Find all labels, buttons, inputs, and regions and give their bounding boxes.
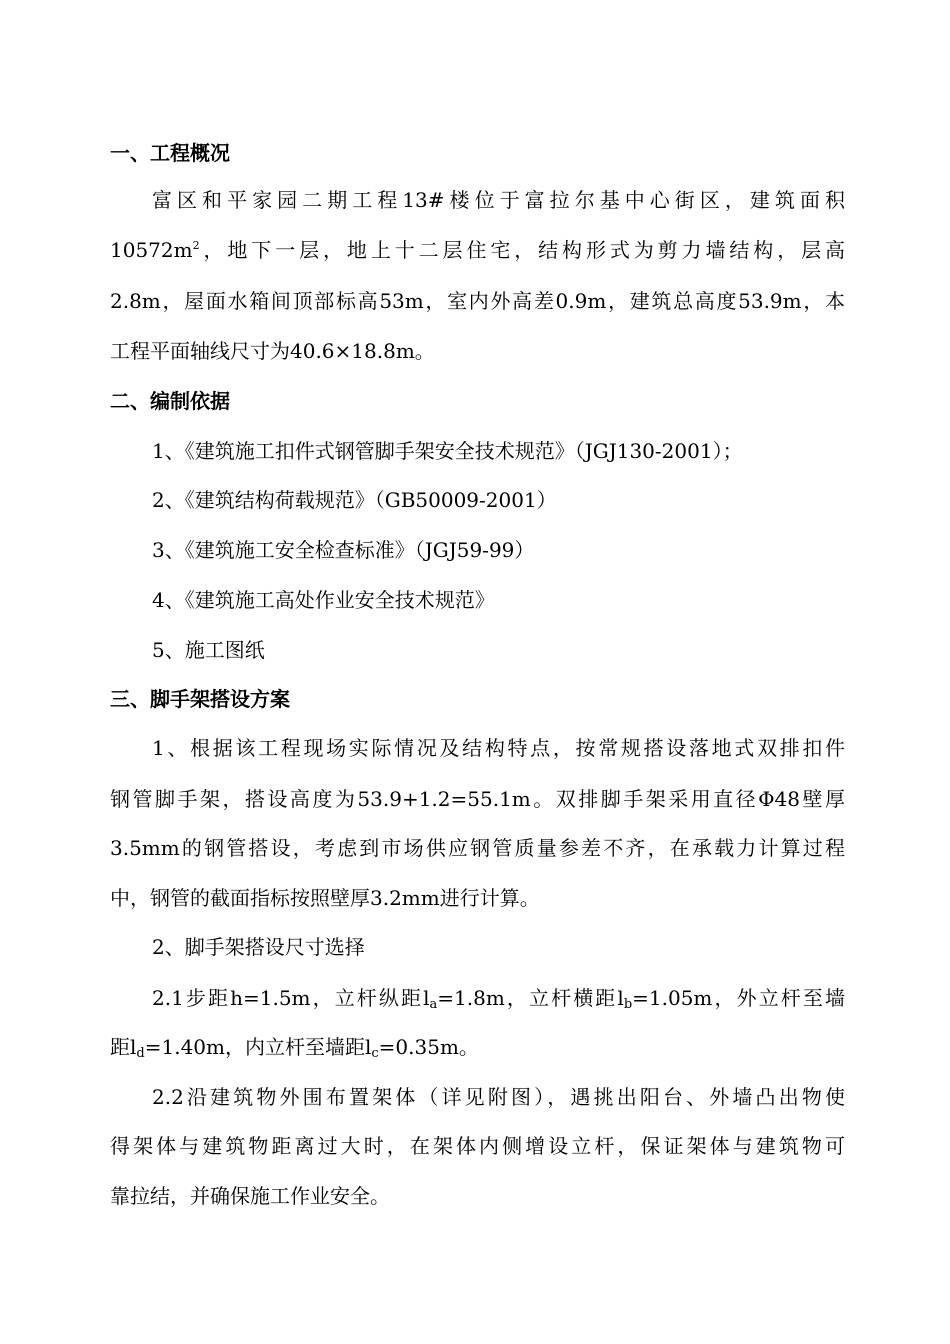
scaffold-p1-line-4: 中，钢管的截面指标按照壁厚3.2mm进行计算。 — [110, 886, 540, 910]
scaffold-p4-line-1: 2.2沿建筑物外围布置架体（详见附图），遇挑出阳台、外墙凸出物使 — [152, 1085, 845, 1109]
p3-sub-b: b — [623, 997, 633, 1012]
p3-sub-a: a — [429, 997, 438, 1012]
basis-item-5: 5、施工图纸 — [152, 638, 265, 662]
overview-line-2-rest: ，地下一层，地上十二层住宅，结构形式为剪力墙结构，层高 — [199, 238, 845, 262]
section-heading-scaffold-plan: 三、脚手架搭设方案 — [110, 687, 290, 711]
p3-sub-d: d — [136, 1046, 145, 1061]
scaffold-p3-line-1 — [152, 983, 845, 1013]
p3-text-b: =1.8m，立杆横距l — [437, 986, 624, 1010]
p3-text-e: =1.40m，内立杆至墙距l — [144, 1035, 372, 1059]
p3-text-f: =0.35m。 — [378, 1035, 479, 1059]
overview-paragraph-line-2 — [110, 235, 845, 265]
scaffold-p4-line-3: 靠拉结，并确保施工作业安全。 — [110, 1184, 390, 1208]
scaffold-p1-line-2: 钢管脚手架，搭设高度为53.9+1.2=55.1m。双排脚手架采用直径Φ48壁厚 — [110, 787, 845, 811]
scaffold-p1-line-1: 1、根据该工程现场实际情况及结构特点，按常规搭设落地式双排扣件 — [152, 736, 845, 760]
scaffold-p1-line-3: 3.5mm的钢管搭设，考虑到市场供应钢管质量参差不齐，在承载力计算过程 — [110, 836, 845, 860]
p3-text-c: =1.05m，外立杆至墙 — [632, 986, 845, 1010]
overview-paragraph-line-1: 富区和平家园二期工程13#楼位于富拉尔基中心街区，建筑面积 — [152, 188, 845, 212]
scaffold-p2: 2、脚手架搭设尺寸选择 — [152, 935, 365, 959]
scaffold-p3-line-2 — [110, 1032, 845, 1062]
basis-item-1: 1、《建筑施工扣件式钢管脚手架安全技术规范》（JGJ130-2001）； — [152, 439, 743, 463]
overview-paragraph-line-4: 工程平面轴线尺寸为40.6×18.8m。 — [110, 339, 435, 363]
basis-item-4: 4、《建筑施工高处作业安全技术规范》 — [152, 588, 495, 612]
basis-item-2: 2、《建筑结构荷载规范》（GB50009-2001） — [152, 488, 557, 512]
section-heading-overview: 一、工程概况 — [110, 141, 230, 165]
p3-sub-e: c — [371, 1046, 379, 1061]
area-unit-superscript: 2 — [192, 239, 200, 252]
p3-text-a: 2.1步距h=1.5m，立杆纵距l — [152, 986, 430, 1010]
section-heading-basis: 二、编制依据 — [110, 389, 230, 413]
scaffold-p4-line-2: 得架体与建筑物距离过大时，在架体内侧增设立杆，保证架体与建筑物可 — [110, 1134, 845, 1158]
p3-text-d: 距l — [110, 1035, 137, 1059]
basis-item-3: 3、《建筑施工安全检查标准》（JGJ59-99） — [152, 538, 535, 562]
area-value: 10572m — [110, 238, 193, 262]
overview-paragraph-line-3: 2.8m，屋面水箱间顶部标高53m，室内外高差0.9m，建筑总高度53.9m，本 — [110, 289, 845, 313]
